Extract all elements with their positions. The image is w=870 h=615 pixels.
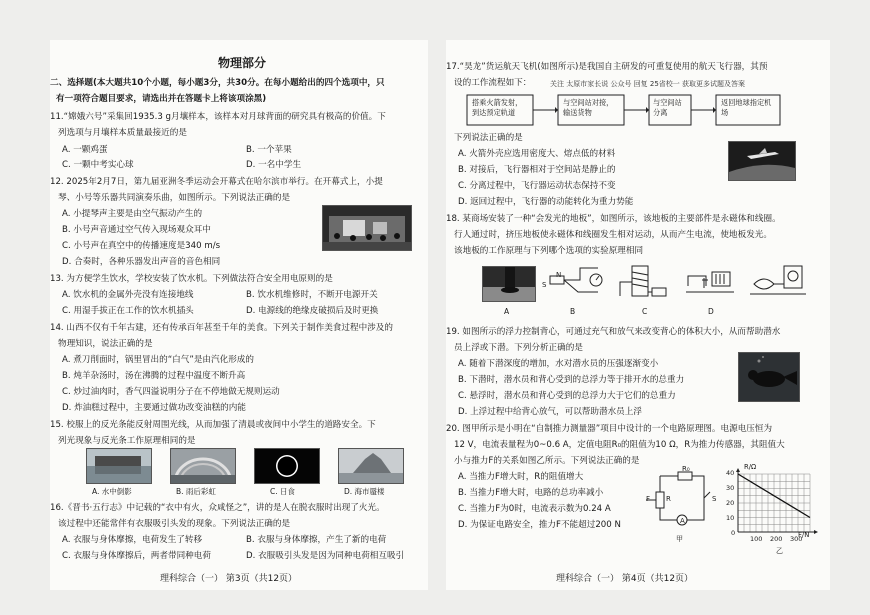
flow-step-4: 返回地球指定机场 [721, 98, 772, 117]
q16-option-c: C. 衣服与身体摩擦后，两者带同种电荷 [62, 551, 211, 561]
q20-option-b: B. 当推力F增大时，电路的总功率减小 [458, 488, 604, 498]
flow-step-1: 搭乘火箭发射，到达预定轨道 [472, 98, 523, 117]
q16-option-a: A. 衣服与身体摩擦，电荷发生了转移 [62, 535, 203, 545]
circuit-r-label: R [666, 495, 671, 503]
q13-option-b: B. 饮水机维修时，不断开电源开关 [246, 290, 378, 300]
q17-stem: 下列说法正确的是 [454, 133, 523, 143]
graph-xtick: 200 [770, 535, 783, 543]
q11-stem: 列选项与月壤样本质量最接近的是 [58, 128, 187, 138]
eclipse-photo [254, 448, 320, 484]
q16-stem: 16.《晋书·五行志》中记载的“衣中有火，众咸怪之”，讲的是人在脱衣服时出现了火光。 [50, 503, 385, 513]
magnet-s-label: S [542, 281, 547, 289]
q17-stem: 17.“昊龙”货运航天飞机(如图所示)是我国自主研发的可重复使用的航天飞行器，其预 [446, 62, 768, 72]
q17-stem: 设的工作流程如下： [454, 78, 532, 88]
q20-option-d: D. 为保证电路安全，推力F不能超过200 N [458, 520, 621, 530]
graph-xtick: 300 [790, 535, 803, 543]
q13-stem: 13. 为方便学生饮水，学校安装了饮水机。下列做法符合安全用电原则的是 [50, 274, 333, 284]
circuit-caption: 甲 [676, 535, 683, 543]
q14-option-c: C. 炒过油肉时，香气四溢说明分子在不停地做无规则运动 [62, 387, 280, 397]
q11-option-c: C. 一颗中考实心球 [62, 160, 134, 170]
graph-xlabel: F/N [798, 531, 810, 539]
q17-option-b: B. 对接后，飞行器相对于空间站是静止的 [458, 165, 616, 175]
q18-stem: 该地板的工作原理与下列哪个选项的实验原理相同 [454, 246, 644, 256]
q20-stem: 小与推力F的关系如图乙所示。下列说法正确的是 [454, 456, 640, 466]
q14-option-a: A. 煮刀削面时，锅里冒出的“白气”是由汽化形成的 [62, 355, 254, 365]
graph-ytick: 40 [726, 469, 735, 477]
q12-stem: 琴、小号等乐器共同演奏乐曲，如图所示。下列说法正确的是 [58, 193, 291, 203]
watermark-text: 关注 太原市家长说 公众号 回复 25省校一 获取更多试题及答案 [550, 80, 746, 88]
q15-stem: 15. 校服上的反光条能反射周围光线，从而加强了清晨或夜间中小学生的道路安全。下 [50, 420, 376, 430]
q17-option-a: A. 火箭外壳应选用密度大、熔点低的材料 [458, 149, 616, 159]
q20-option-a: A. 当推力F增大时，R的阻值增大 [458, 472, 584, 482]
experiment-c-diagram [682, 262, 738, 302]
diver-photo [738, 352, 800, 402]
magnet-n-label: N [556, 271, 562, 279]
q15-caption-a: A. 水中倒影 [92, 487, 132, 496]
page-footer: 理科综合（一） 第3页（共12页） [160, 574, 298, 584]
left-page [50, 40, 428, 590]
q15-caption-d: D. 海市蜃楼 [344, 487, 385, 496]
q12-option-c: C. 小号声在真空中的传播速度是340 m/s [62, 241, 221, 251]
q14-option-d: D. 炸油糕过程中，主要通过做功改变油糕的内能 [62, 403, 246, 413]
q11-option-d: D. 一名中学生 [246, 160, 302, 170]
flow-step-3: 与空间站分离 [653, 98, 682, 117]
q13-option-c: C. 用湿手拔正在工作的饮水机插头 [62, 306, 194, 316]
graph-xtick: 100 [750, 535, 763, 543]
q15-caption-c: C. 日食 [270, 487, 296, 496]
q19-stem: 19. 如图所示的浮力控制背心，可通过充气和放气来改变背心的体积大小，从而帮助潜水 [446, 327, 781, 337]
q16-option-d: D. 衣服吸引头发是因为同种电荷相互吸引 [246, 551, 405, 561]
q18-label-b: B [570, 307, 576, 316]
q20-stem: 20. 图甲所示是小明在“自制推力测量器”项目中设计的一个电路原理图。电源电压恒为 [446, 424, 773, 434]
flow-step-2: 与空间站对接，输送货物 [563, 98, 614, 117]
experiment-b-diagram [616, 262, 670, 302]
section-header-line2: 有一项符合题目要求，请选出并在答题卡上将该项涂黑) [56, 94, 267, 104]
q15-caption-b: B. 雨后彩虹 [176, 487, 216, 496]
experiment-d-diagram [748, 262, 808, 302]
q14-stem: 14. 山西不仅有千年古建，还有传承百年甚至千年的美食。下列关于制作美食过程中涉及的 [50, 323, 393, 333]
q12-stem: 12. 2025年2月7日，第九届亚洲冬季运动会开幕式在哈尔滨市举行。在开幕式上，小提 [50, 177, 383, 187]
q17-option-d: D. 返回过程中，飞行器的动能转化为重力势能 [458, 197, 634, 207]
circuit-f-label: F [646, 495, 651, 503]
graph-caption: 乙 [776, 547, 783, 555]
q18-stem: 行人通过时，挤压地板使永磁体和线圈发生相对运动，从而产生电流，使地板发光。 [454, 230, 772, 240]
q19-option-b: B. 下潜时，潜水员和背心受到的总浮力等于排开水的总重力 [458, 375, 685, 385]
orchestra-photo [322, 205, 412, 251]
spaceplane-photo [728, 141, 796, 181]
page-title: 物理部分 [218, 56, 267, 70]
rainbow-photo [170, 448, 236, 484]
q11-option-a: A. 一颗鸡蛋 [62, 145, 108, 155]
glowing-floor-photo [482, 266, 536, 302]
q18-label-a: A [504, 307, 510, 316]
q19-option-c: C. 悬浮时，潜水员和背心受到的总浮力大于它们的总重力 [458, 391, 676, 401]
q13-option-d: D. 电源线的绝缘皮破损后及时更换 [246, 306, 379, 316]
circuit-s-label: S [712, 495, 717, 503]
mirage-photo [338, 448, 404, 484]
page-footer: 理科综合（一） 第4页（共12页） [556, 574, 694, 584]
q12-option-a: A. 小提琴声主要是由空气振动产生的 [62, 209, 203, 219]
q19-stem: 员上浮或下潜。下列分析正确的是 [454, 343, 583, 353]
q18-stem: 18. 某商场安装了一种“会发光的地板”，如图所示，该地板的主要部件是永磁体和线圈。 [446, 214, 781, 224]
graph-ytick: 30 [726, 484, 735, 492]
graph-ylabel: R/Ω [744, 463, 757, 471]
q12-option-d: D. 合奏时，各种乐器发出声音的音色相同 [62, 257, 221, 267]
graph-ytick: 0 [731, 529, 736, 537]
q18-label-d: D [708, 307, 714, 316]
q18-label-c: C [642, 307, 648, 316]
right-page [446, 40, 830, 590]
ammeter-label: A [680, 517, 685, 525]
q20-stem: 12 V，电流表量程为0~0.6 A，定值电阻R₀的阻值为10 Ω，R为推力传感器，其阻值大 [454, 440, 785, 450]
q19-option-a: A. 随着下潜深度的增加，水对潜水员的压强逐渐变小 [458, 359, 659, 369]
experiment-a-diagram [544, 262, 606, 302]
q14-stem: 物理知识，说法正确的是 [58, 339, 153, 349]
q14-option-b: B. 炖羊杂汤时，汤在沸腾的过程中温度不断升高 [62, 371, 246, 381]
graph-ytick: 20 [726, 499, 735, 507]
q11-option-b: B. 一个苹果 [246, 145, 292, 155]
q15-stem: 列光现象与反光条工作原理相同的是 [58, 436, 196, 446]
reflection-photo [86, 448, 152, 484]
q16-stem: 该过程中还能常伴有衣服吸引头发的现象。下列说法正确的是 [58, 519, 291, 529]
q20-option-c: C. 当推力F为0时，电流表示数为0.24 A [458, 504, 611, 514]
q16-option-b: B. 衣服与身体摩擦，产生了新的电荷 [246, 535, 387, 545]
q13-option-a: A. 饮水机的金属外壳没有连接地线 [62, 290, 194, 300]
graph-grid [738, 474, 810, 532]
graph-ytick: 10 [726, 514, 735, 522]
circuit-r0-label: R₀ [682, 465, 690, 473]
q17-option-c: C. 分离过程中，飞行器运动状态保持不变 [458, 181, 616, 191]
q12-option-b: B. 小号声音通过空气传入现场观众耳中 [62, 225, 211, 235]
q19-option-d: D. 上浮过程中给背心放气，可以帮助潜水员上浮 [458, 407, 642, 417]
q11-stem: 11.“嫦娥六号”采集回1935.3 g月壤样本，该样本对月球背面的研究具有极高的价值。下 [50, 112, 386, 122]
section-header-line1: 二、选择题(本大题共10个小题，每小题3分，共30分。在每小题给出的四个选项中，只 [50, 78, 385, 88]
